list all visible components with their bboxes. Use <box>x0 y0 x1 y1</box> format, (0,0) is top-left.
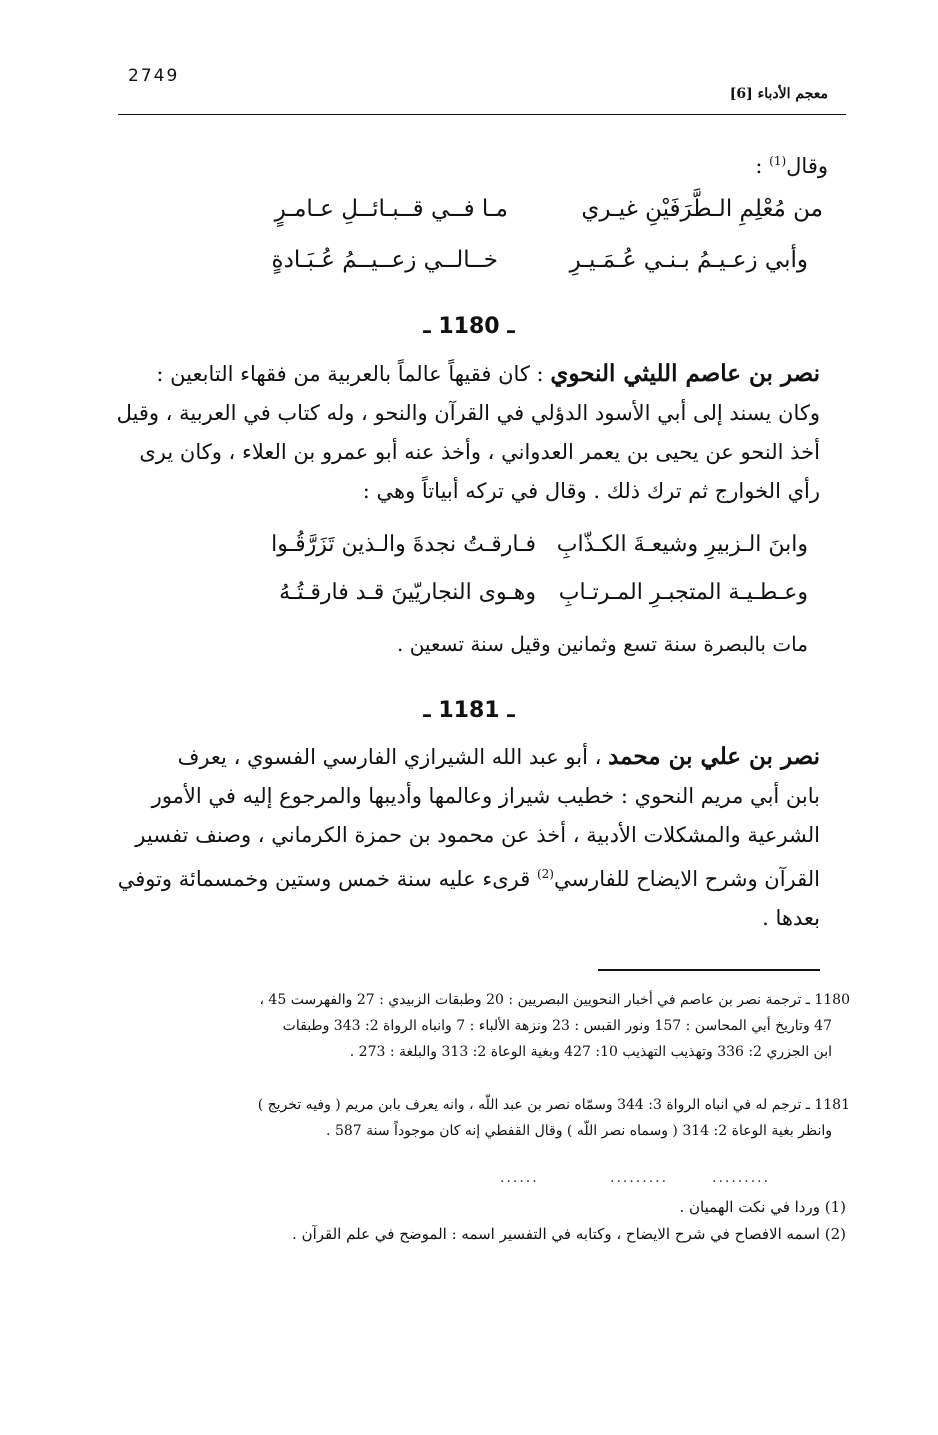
entry-1181-line-5: بعدها . <box>762 906 820 930</box>
verse-1-second-hemistich: من مُعْلِمِ الـطَّرَفَيْنِ غيـري <box>581 196 823 222</box>
page-number: 2749 <box>128 66 180 86</box>
header-rule <box>118 114 846 115</box>
reference-line: وانظر بغية الوعاة 2: 314 ( وسماه نصر اللّه ) وقال القفطي إنه كان موجوداً سنة 587 . <box>326 1123 832 1139</box>
separator-dots: ......... <box>610 1170 669 1186</box>
footnote-marker-2: (2) <box>536 867 554 881</box>
verse-1-first-hemistich: مـا فــي قــبـائــلِ عـامـرٍ <box>274 196 508 222</box>
references-rule <box>598 969 820 971</box>
entry-number-1180: ـ 1180 ـ <box>423 314 515 339</box>
entry-1180-line-2: وكان يسند إلى أبي الأسود الدؤلي في القرآن والنحو ، وله كتاب في العربية ، وقيل <box>116 401 820 425</box>
entry-1180-verse-2-second: وعـطـيـة المتجبـرِ المـرتـابِ <box>558 580 808 605</box>
entry-1180-verse-1-second: وابنَ الـزبيرِ وشيعـةَ الكـذّابِ <box>556 532 808 557</box>
reference-line: 47 وتاريخ أبي المحاسن : 157 ونور القبس : 23 ونزهة الألباء : 7 وانباه الرواة 2: 343 وطبقات <box>282 1018 832 1034</box>
reference-line: ابن الجزري 2: 336 وتهذيب التهذيب 10: 427 وبغية الوعاة 2: 313 والبلغة : 273 . <box>349 1044 832 1060</box>
entry-1180-body: نصر بن عاصم الليثي النحوي : كان فقيهاً عالماً بالعربية من فقهاء التابعين : وكان يسند إلى أبي الأسود الدؤلي في القرآن والنحو ، وله كتاب في العربية ، وقيل أخذ النحو عن يحيى بن يعمر العدواني ، وأخذ عنه أبو عمرو بن العلاء ، وكان يرى رأي الخوارج ثم ترك ذلك . وقال في تركه أبياتاً وهي : <box>120 354 820 511</box>
footnote-1: (1) وردا في نكت الهميان . <box>679 1198 846 1216</box>
running-title: معجم الأدباء [6] <box>729 86 828 102</box>
entry-1181-line-4: القرآن وشرح الايضاح للفارسي <box>553 867 820 891</box>
verse-2-first-hemistich: خــالــي زعــيــمُ عُـبَـادةٍ <box>271 247 498 273</box>
intro-colon: : <box>755 154 770 178</box>
separator-dots: ......... <box>712 1170 771 1186</box>
entry-1180-verse-2-first: وهـوى النجاريّينَ قـد فارقـتُـهُ <box>279 580 536 605</box>
entry-1180-name: نصر بن عاصم الليثي النحوي <box>550 360 820 387</box>
reference-line: 1180 ـ ترجمة نصر بن عاصم في أخبار النحويين البصريين : 20 وطبقات الزبيدي : 27 والفهرست 45 ، <box>259 992 850 1008</box>
entry-1180-line-3: أخذ النحو عن يحيى بن يعمر العدواني ، وأخذ عنه أبو عمرو بن العلاء ، وكان يرى <box>139 440 820 464</box>
entry-1181-line-3: الشرعية والمشكلات الأدبية ، أخذ عن محمود بن حمزة الكرماني ، وصنف تفسير <box>135 823 820 847</box>
entry-1181-body: نصر بن علي بن محمد ، أبو عبد الله الشيرازي الفارسي الفسوي ، يعرف بابن أبي مريم النحوي : خطيب شيراز وعالمها وأديبها والمرجوع إليه في الأمور الشرعية والمشكلات الأدبية ، أخذ عن محمود بن حمزة الكرماني ، وصنف تفسير القرآن وشرح الايضاح للفارسي$^{(2)}$ قرىء عليه سنة خمس وستين وخمسمائة وتوفي بعدها . <box>120 737 820 938</box>
references-1180 <box>110 987 850 1065</box>
entry-1180-line-4: رأي الخوارج ثم ترك ذلك . وقال في تركه أبياتاً وهي : <box>362 479 820 503</box>
verse-intro <box>755 154 828 178</box>
entry-number-1181: ـ 1181 ـ <box>423 698 515 723</box>
entry-1180-death-line: مات بالبصرة سنة تسع وثمانين وقيل سنة تسعين . <box>396 632 808 656</box>
verse-2-second-hemistich: وأبي زعـيـمُ بـنـي عُـمَـيـرِ <box>569 247 808 273</box>
entry-1180-verse-1-first: فـارقـتُ نجدةَ والـذين تَزَرَّقُـوا <box>271 532 536 557</box>
entry-1181-name: نصر بن علي بن محمد <box>608 743 820 770</box>
footnote-2: (2) اسمه الافصاح في شرح الايضاح ، وكتابه في التفسير اسمه : الموضح في علم القرآن . <box>292 1225 846 1243</box>
reference-line: 1181 ـ ترجم له في انباه الرواة 3: 344 وسمّاه نصر بن عبد اللّه ، وانه يعرف بابن مريم ( وفيه تخريج ) <box>257 1097 850 1113</box>
footnote-marker-1: (1) <box>769 154 787 168</box>
references-1181 <box>110 1092 850 1144</box>
separator-dots: ...... <box>500 1170 539 1186</box>
entry-1181-line-2: بابن أبي مريم النحوي : خطيب شيراز وعالمها وأديبها والمرجوع إليه في الأمور <box>151 784 820 808</box>
intro-text: وقال <box>786 154 828 178</box>
